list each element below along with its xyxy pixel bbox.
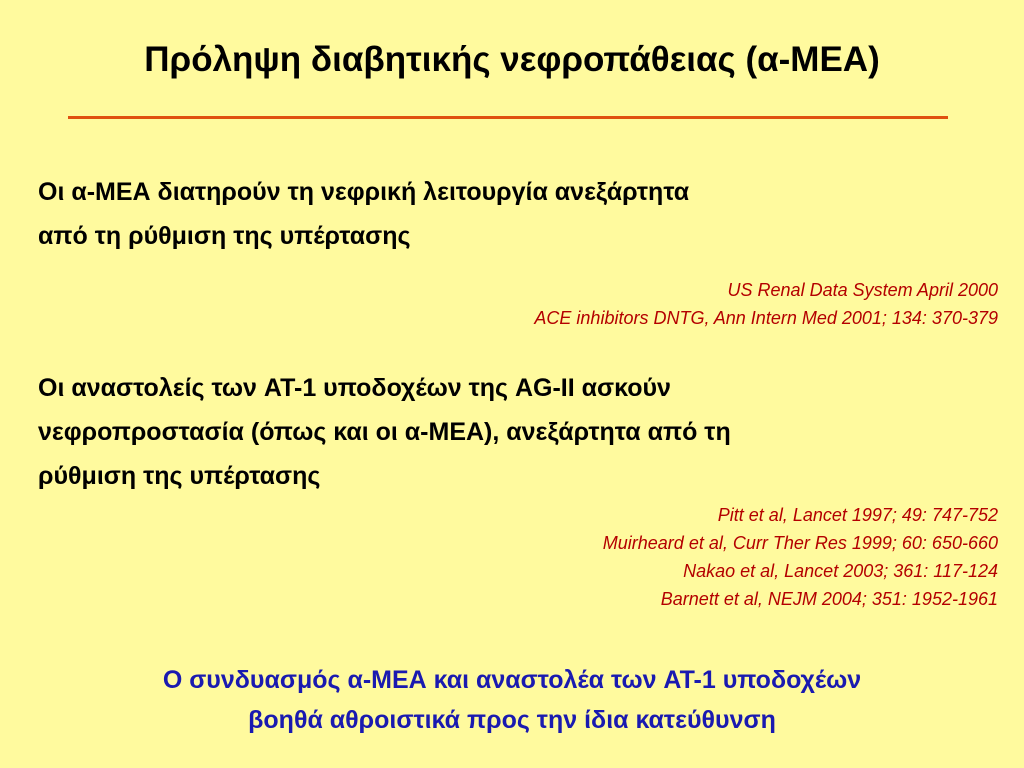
reference-item: Pitt et al, Lancet 1997; 49: 747-752 (717, 505, 998, 525)
title-underline (68, 116, 948, 119)
conclusion-line: βοηθά αθροιστικά προς την ίδια κατεύθυνση (248, 706, 776, 734)
point-1-text (38, 170, 998, 258)
point-2-text (38, 366, 998, 498)
point-2-line: ρύθμιση της υπέρτασης (38, 462, 321, 490)
point-2-line: νεφροπροστασία (όπως και οι α-ΜΕΑ), ανεξάρτητα από τη (38, 418, 731, 446)
reference-item: Muirheard et al, Curr Ther Res 1999; 60: 650-660 (602, 533, 998, 553)
point-1-line: από τη ρύθμιση της υπέρτασης (38, 222, 411, 250)
reference-item: US Renal Data System April 2000 (727, 280, 998, 300)
point-1-line: Οι α-ΜΕΑ διατηρούν τη νεφρική λειτουργία ανεξάρτητα (38, 178, 690, 206)
reference-item: Nakao et al, Lancet 2003; 361: 117-124 (683, 561, 998, 581)
reference-item: Barnett et al, NEJM 2004; 351: 1952-1961 (660, 589, 998, 609)
slide-title: Πρόληψη διαβητικής νεφροπάθειας (α-ΜΕΑ) (144, 40, 880, 79)
point-1-references (98, 276, 998, 332)
reference-item: ACE inhibitors DNTG, Ann Intern Med 2001; 134: 370-379 (534, 308, 998, 328)
point-2-references (98, 501, 998, 613)
conclusion-text (0, 660, 1024, 740)
conclusion-line: Ο συνδυασμός α-ΜΕΑ και αναστολέα των AT-1 υποδοχέων (162, 666, 862, 694)
point-2-line: Οι αναστολείς των AT-1 υποδοχέων της AG-II ασκούν (38, 374, 671, 402)
